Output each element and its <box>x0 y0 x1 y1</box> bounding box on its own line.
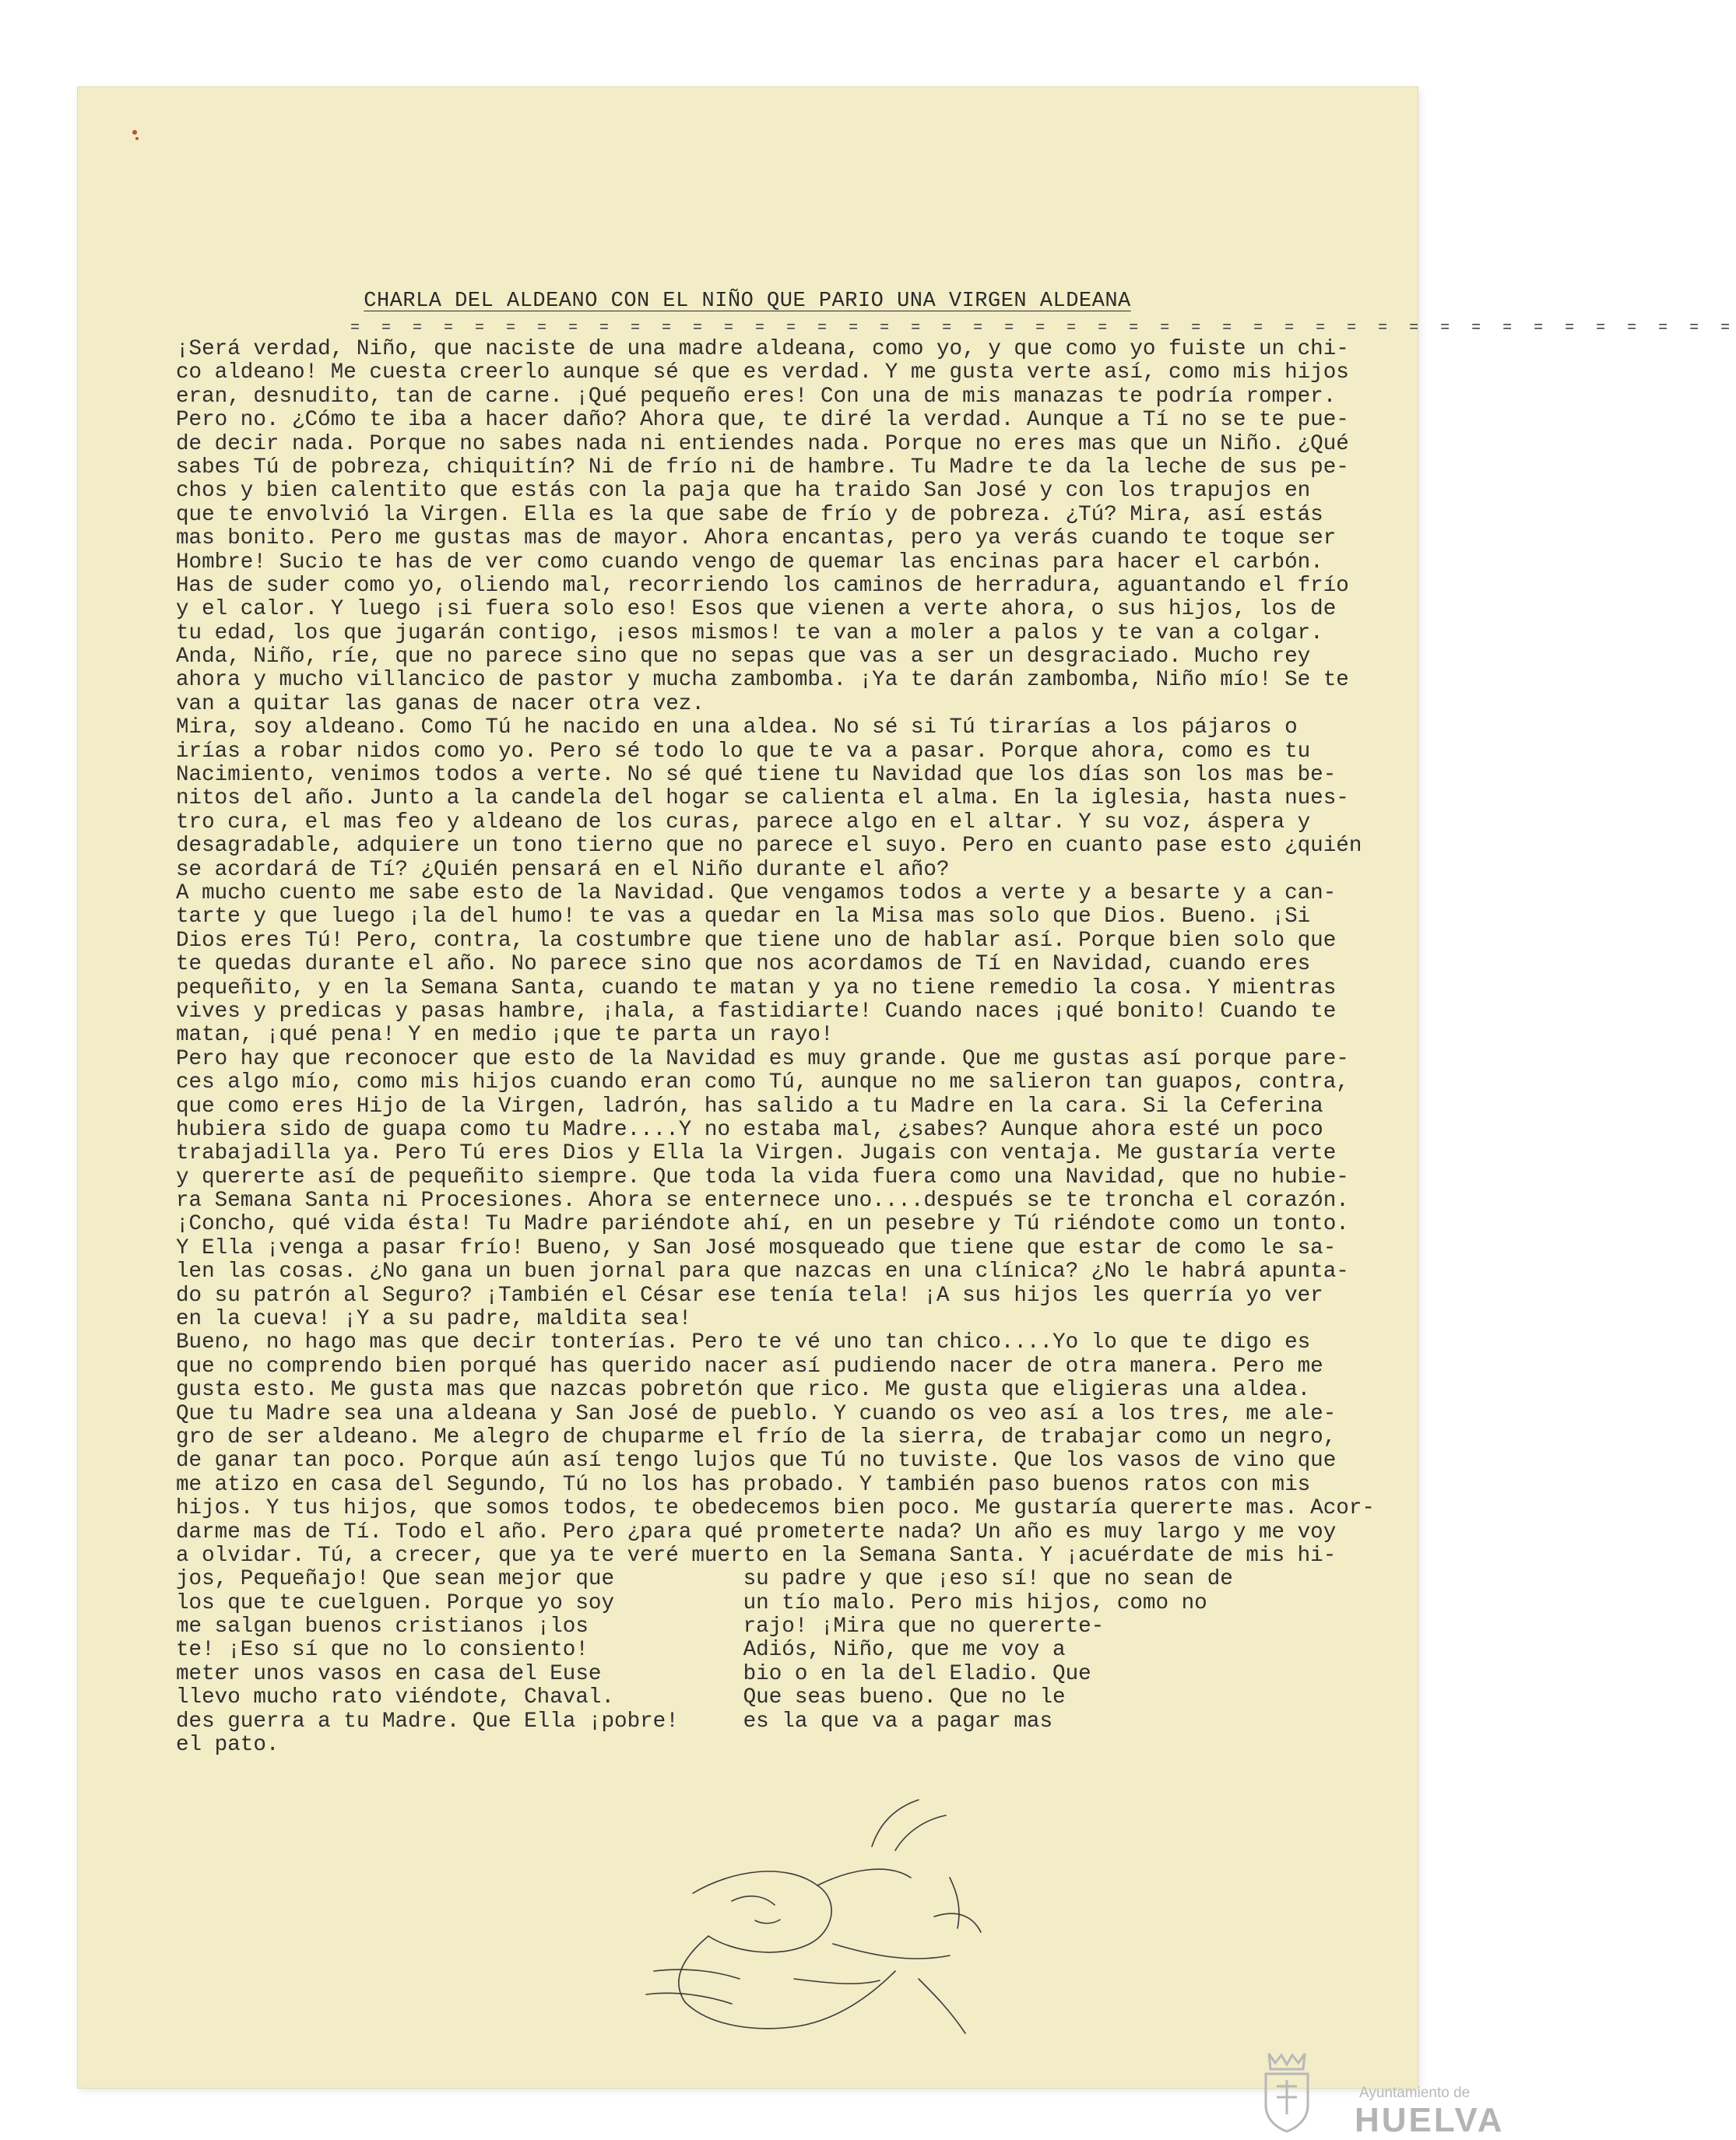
text-line: ¡Concho, qué vida ésta! Tu Madre pariéndote ahí, en un pesebre y Tú riéndote como un tonto. <box>176 1212 1349 1237</box>
sleeping-child-sketch <box>638 1776 1121 2057</box>
text-line: irías a robar nidos como yo. Pero sé todo lo que te va a pasar. Porque ahora, como es tu <box>176 739 1311 764</box>
text-line: Has de suder como yo, oliendo mal, recorriendo los caminos de herradura, aguantando el frío <box>176 573 1349 598</box>
text-line: vives y predicas y pasas hambre, ¡hala, a fastidiarte! Cuando naces ¡qué bonito! Cuando te <box>176 999 1337 1024</box>
text-line: que no comprendo bien porqué has querido nacer así pudiendo nacer de otra manera. Pero me <box>176 1354 1323 1379</box>
text-line: me atizo en casa del Segundo, Tú no los has probado. Y también paso buenos ratos con mis <box>176 1472 1311 1497</box>
text-line: que como eres Hijo de la Virgen, ladrón, has salido a tu Madre en la cara. Si la Ceferina <box>176 1094 1323 1119</box>
text-line: A mucho cuento me sabe esto de la Navidad. Que vengamos todos a verte y a besarte y a can- <box>176 880 1337 905</box>
text-line: do su patrón al Seguro? ¡También el César ese tenía tela! ¡A sus hijos les querría yo ver <box>176 1283 1323 1308</box>
text-line: y quererte así de pequeñito siempre. Que toda la vida fuera como una Navidad, que no hubie- <box>176 1165 1349 1189</box>
text-line: hubiera sido de guapa como tu Madre....Y no estaba mal, ¿sabes? Aunque ahora esté un poco <box>176 1117 1323 1142</box>
text-line: darme mas de Tí. Todo el año. Pero ¿para qué prometerte nada? Un año es muy largo y me voy <box>176 1520 1337 1544</box>
text-line: Que tu Madre sea una aldeana y San José de pueblo. Y cuando os veo así a los tres, me ale- <box>176 1401 1337 1426</box>
text-line: pequeñito, y en la Semana Santa, cuando te matan y ya no tiene remedio la cosa. Y mientras <box>176 975 1337 1000</box>
text-line: eran, desnudito, tan de carne. ¡Qué pequeño eres! Con una de mis manazas te podría romper. <box>176 384 1337 409</box>
text-line: Bueno, no hago mas que decir tonterías. Pero te vé uno tan chico....Yo lo que te digo es <box>176 1330 1311 1355</box>
text-line: hijos. Y tus hijos, que somos todos, te obedecemos bien poco. Me gustaría quererte mas. Acor- <box>176 1496 1375 1521</box>
text-line: a olvidar. Tú, a crecer, que ya te veré muerto en la Semana Santa. Y ¡acuérdate de mis hi- <box>176 1543 1337 1568</box>
text-line: tu edad, los que jugarán contigo, ¡esos mismos! te van a moler a palos y te van a colgar. <box>176 620 1323 645</box>
text-line: Anda, Niño, ríe, que no parece sino que no sepas que vas a ser un desgraciado. Mucho rey <box>176 645 1311 669</box>
text-line: ces algo mío, como mis hijos cuando eran como Tú, aunque no me salieron tan guapos, contra, <box>176 1070 1349 1095</box>
text-line: Pero hay que reconocer que esto de la Navidad es muy grande. Que me gustas así porque pare- <box>176 1046 1349 1071</box>
text-line: van a quitar las ganas de nacer otra vez. <box>176 691 705 716</box>
text-line: en la cueva! ¡Y a su padre, maldita sea! <box>176 1307 692 1332</box>
text-line: se acordará de Tí? ¿Quién pensará en el Niño durante el año? <box>176 857 950 882</box>
punch-hole-mark <box>135 137 139 140</box>
huelva-coat-of-arms-icon <box>1261 2049 1313 2133</box>
text-line: y el calor. Y luego ¡si fuera solo eso! Esos que vienen a verte ahora, o sus hijos, los de <box>176 597 1337 622</box>
title-double-rule: = = = = = = = = = = = = = = = = = = = = = = = = = = = = = = = = = = = = = = = = = = = = = <box>350 319 1736 337</box>
text-line: gusta esto. Me gusta mas que nazcas pobretón que rico. Me gusta que eligieras una aldea. <box>176 1378 1311 1403</box>
text-line: sabes Tú de pobreza, chiquitín? Ni de frío ni de hambre. Tu Madre te da la leche de sus pe- <box>176 455 1349 480</box>
text-line: gro de ser aldeano. Me alegro de chuparme el frío de la sierra, de trabajar como un negro, <box>176 1425 1337 1450</box>
text-line: Y Ella ¡venga a pasar frío! Bueno, y San José mosqueado que tiene que estar de como le sa- <box>176 1235 1337 1260</box>
text-line: jos, Pequeñajo! Que sean mejor que su padre y que ¡eso sí! que no sean de <box>176 1567 1233 1592</box>
punch-hole-mark <box>132 130 137 135</box>
text-line: trabajadilla ya. Pero Tú eres Dios y Ella la Virgen. Jugais con ventaja. Me gustaría verte <box>176 1141 1337 1166</box>
text-line: te! ¡Eso sí que no lo consiento! Adiós, Niño, que me voy a <box>176 1638 1066 1663</box>
text-line: de decir nada. Porque no sabes nada ni entiendes nada. Porque no eres mas que un Niño. ¿Qué <box>176 431 1349 456</box>
text-line: tarte y que luego ¡la del humo! te vas a quedar en la Misa mas solo que Dios. Bueno. ¡Si <box>176 905 1311 929</box>
text-line: co aldeano! Me cuesta creerlo aunque sé que es verdad. Y me gusta verte así, como mis hijos <box>176 360 1349 385</box>
text-line: matan, ¡qué pena! Y en medio ¡que te parta un rayo! <box>176 1023 834 1048</box>
document-body <box>176 338 1390 1757</box>
paper-sheet <box>78 87 1736 2139</box>
text-line: te quedas durante el año. No parece sino que nos acordamos de Tí en Navidad, cuando eres <box>176 952 1311 977</box>
text-line: desagradable, adquiere un tono tierno que no parece el suyo. Pero en cuanto pase esto ¿quién <box>176 834 1362 859</box>
text-line: chos y bien calentito que estás con la paja que ha traido San José y con los trapujos en <box>176 479 1311 504</box>
text-line: nitos del año. Junto a la candela del hogar se calienta el alma. En la iglesia, hasta nues- <box>176 786 1349 811</box>
text-line: los que te cuelguen. Porque yo soy un tío malo. Pero mis hijos, como no <box>176 1590 1207 1615</box>
text-line: Pero no. ¿Cómo te iba a hacer daño? Ahora que, te diré la verdad. Aunque a Tí no se te pue- <box>176 408 1349 433</box>
text-line: el pato. <box>176 1733 279 1758</box>
watermark-caption: Ayuntamiento de <box>1359 2085 1471 2101</box>
text-line: Dios eres Tú! Pero, contra, la costumbre que tiene uno de hablar así. Porque bien solo que <box>176 928 1337 953</box>
watermark-name: HUELVA <box>1355 2101 1505 2139</box>
text-line: ra Semana Santa ni Procesiones. Ahora se enternece uno....después se te troncha el corazón. <box>176 1189 1349 1214</box>
text-line: des guerra a tu Madre. Que Ella ¡pobre! es la que va a pagar mas <box>176 1709 1053 1734</box>
text-line: mas bonito. Pero me gustas mas de mayor. Ahora encantas, pero ya verás cuando te toque ser <box>176 526 1337 551</box>
text-line: de ganar tan poco. Porque aún así tengo lujos que Tú no tuviste. Que los vasos de vino que <box>176 1449 1337 1474</box>
text-line: meter unos vasos en casa del Euse bio o en la del Eladio. Que <box>176 1661 1091 1686</box>
text-line: ahora y mucho villancico de pastor y mucha zambomba. ¡Ya te darán zambomba, Niño mío! Se te <box>176 668 1349 693</box>
text-line: len las cosas. ¿No gana un buen jornal para que nazcas en una clínica? ¿No le habrá apunta- <box>176 1260 1349 1284</box>
text-line: Mira, soy aldeano. Como Tú he nacido en una aldea. No sé si Tú tirarías a los pájaros o <box>176 715 1298 740</box>
document-title: CHARLA DEL ALDEANO CON EL NIÑO QUE PARIO UNA VIRGEN ALDEANA <box>364 290 1131 313</box>
text-line: ¡Será verdad, Niño, que naciste de una madre aldeana, como yo, y que como yo fuiste un chi- <box>176 337 1349 361</box>
text-line: que te envolvió la Virgen. Ella es la que sabe de frío y de pobreza. ¿Tú? Mira, así estás <box>176 502 1323 527</box>
text-line: llevo mucho rato viéndote, Chaval. Que seas bueno. Que no le <box>176 1685 1066 1710</box>
text-line: tro cura, el mas feo y aldeano de los curas, parece algo en el altar. Y su voz, áspera y <box>176 810 1311 835</box>
text-line: me salgan buenos cristianos ¡los rajo! ¡Mira que no quererte- <box>176 1615 1105 1639</box>
text-line: Hombre! Sucio te has de ver como cuando vengo de quemar las encinas para hacer el carbón. <box>176 550 1323 575</box>
text-line: Nacimiento, venimos todos a verte. No sé qué tiene tu Navidad que los días son los mas be- <box>176 763 1337 788</box>
